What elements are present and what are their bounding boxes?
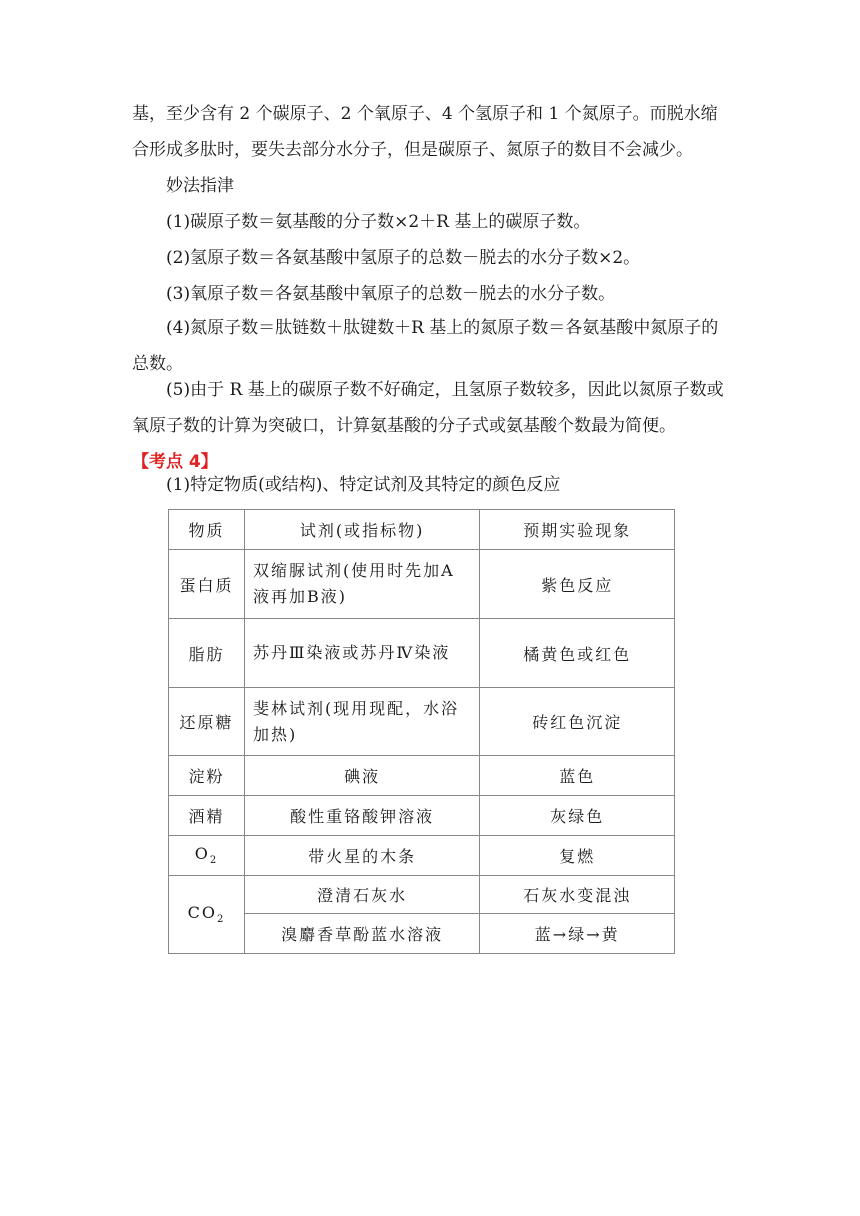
table-row — [169, 688, 675, 756]
reagent-cell: 带火星的木条 — [244, 836, 479, 876]
tip-5: (5)由于 R 基上的碳原子数不好确定，且氢原子数较多，因此以氮原子数或氧原子数的计算为突破口，计算氨基酸的分子式或氨基酸个数最为简便。 — [132, 380, 724, 436]
reagent-cell: 溴麝香草酚蓝水溶液 — [244, 914, 479, 954]
result-cell: 紫色反应 — [480, 550, 675, 619]
header-reagent: 试剂(或指标物) — [244, 510, 479, 550]
result-cell: 蓝色 — [480, 756, 675, 796]
table-row — [169, 619, 675, 688]
header-result: 预期实验现象 — [480, 510, 675, 550]
substance-cell: 酒精 — [169, 796, 245, 836]
reagent-cell: 斐林试剂(现用现配，水浴加热) — [244, 688, 479, 756]
tip-3: (3)氧原子数＝各氨基酸中氧原子的总数－脱去的水分子数。 — [166, 284, 616, 304]
tips-title: 妙法指津 — [166, 176, 234, 196]
tip-1: (1)碳原子数＝氨基酸的分子数×2＋R 基上的碳原子数。 — [166, 212, 591, 232]
tip-4: (4)氮原子数＝肽链数＋肽键数＋R 基上的氮原子数＝各氨基酸中氮原子的总数。 — [132, 318, 719, 374]
substance-cell: 脂肪 — [169, 619, 245, 688]
result-cell: 复燃 — [480, 836, 675, 876]
table-header-row — [169, 510, 675, 550]
reagent-cell: 碘液 — [244, 756, 479, 796]
result-cell: 蓝→绿→黄 — [480, 914, 675, 954]
result-cell: 橘黄色或红色 — [480, 619, 675, 688]
header-substance: 物质 — [169, 510, 245, 550]
section-subtitle: (1)特定物质(或结构)、特定试剂及其特定的颜色反应 — [166, 475, 561, 495]
table-row — [169, 550, 675, 619]
substance-cell: 还原糖 — [169, 688, 245, 756]
formula-subscript: 2 — [209, 855, 219, 867]
section-heading: 【考点 4】 — [132, 452, 218, 472]
result-cell: 灰绿色 — [480, 796, 675, 836]
substance-formula: O — [194, 844, 210, 864]
table-row — [169, 914, 675, 954]
table-row — [169, 796, 675, 836]
substance-cell: 蛋白质 — [169, 550, 245, 619]
reagent-cell: 苏丹Ⅲ染液或苏丹Ⅳ染液 — [244, 619, 479, 688]
formula-subscript: 2 — [216, 914, 226, 926]
intro-paragraph: 基，至少含有 2 个碳原子、2 个氧原子、4 个氢原子和 1 个氮原子。而脱水缩合形成多肽时，要失去部分水分子，但是碳原子、氮原子的数目不会减少。 — [132, 104, 718, 160]
tip-2: (2)氢原子数＝各氨基酸中氢原子的总数－脱去的水分子数×2。 — [166, 248, 641, 268]
substance-cell: 淀粉 — [169, 756, 245, 796]
table-row — [169, 836, 675, 876]
table-row — [169, 756, 675, 796]
color-reaction-table — [168, 509, 675, 954]
reagent-cell: 酸性重铬酸钾溶液 — [244, 796, 479, 836]
table-row — [169, 876, 675, 914]
substance-formula: CO — [187, 903, 217, 923]
substance-cell — [169, 876, 245, 954]
result-cell: 石灰水变混浊 — [480, 876, 675, 914]
substance-cell — [169, 836, 245, 876]
reagent-cell: 澄清石灰水 — [244, 876, 479, 914]
result-cell: 砖红色沉淀 — [480, 688, 675, 756]
reagent-cell: 双缩脲试剂(使用时先加A液再加B液) — [244, 550, 479, 619]
